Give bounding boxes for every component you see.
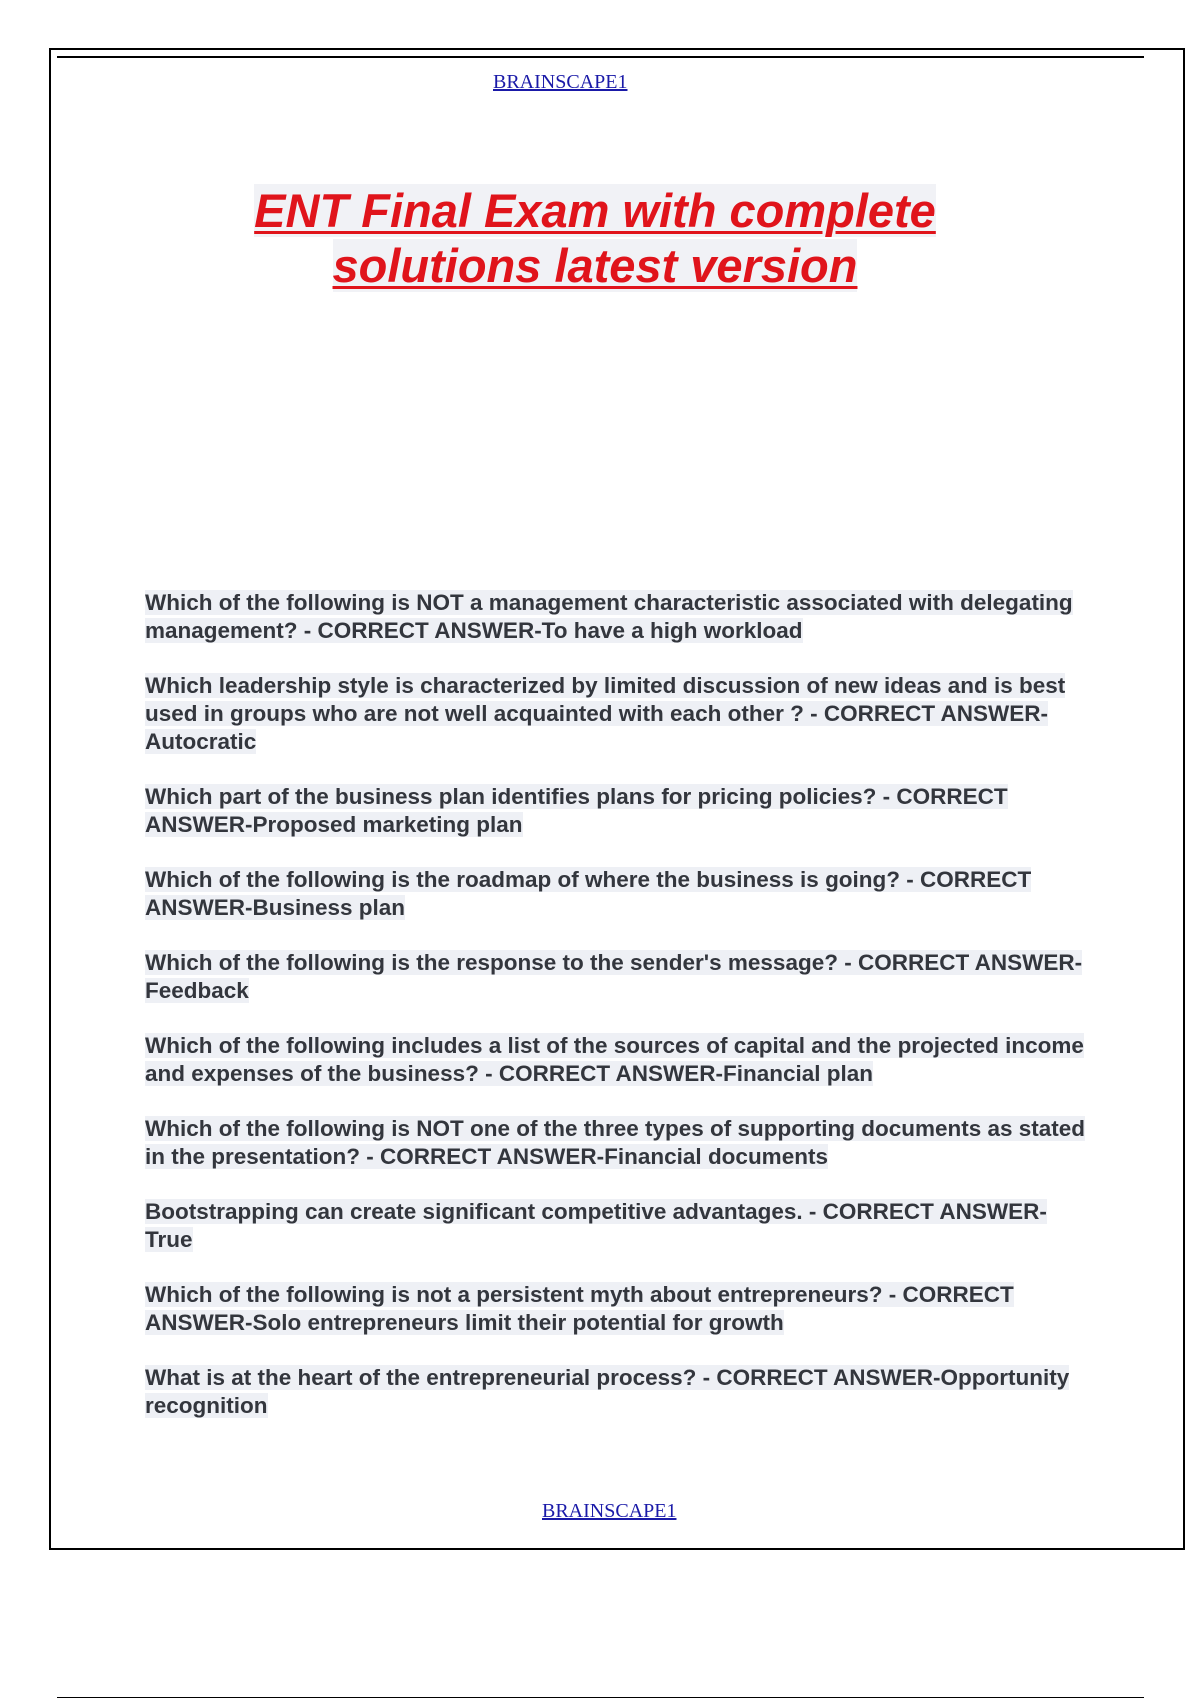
qa-item: Which leadership style is characterized by limited discussion of new ideas and is best used in groups who are not well acquainted with each other ? - CORRECT ANSWER-Autocratic (145, 673, 1066, 754)
qa-item: Which of the following is NOT a management characteristic associated with delegating management? - CORRECT ANSWER-To have a high workload (145, 590, 1073, 643)
title-line-2: solutions latest version (332, 239, 858, 292)
qa-item: Which of the following is not a persistent myth about entrepreneurs? - CORRECT ANSWER-Solo entrepreneurs limit their potential for growth (145, 1282, 1014, 1335)
question-answer-list (145, 589, 1090, 1447)
qa-item: Which part of the business plan identifies plans for pricing policies? - CORRECT ANSWER-Proposed marketing plan (145, 784, 1008, 837)
qa-item: What is at the heart of the entrepreneurial process? - CORRECT ANSWER-Opportunity recognition (145, 1365, 1070, 1418)
brainscape-footer-link[interactable]: BRAINSCAPE1 (542, 1500, 677, 1522)
qa-item: Which of the following is the roadmap of where the business is going? - CORRECT ANSWER-Business plan (145, 867, 1032, 920)
qa-item: Which of the following is the response to the sender's message? - CORRECT ANSWER-Feedback (145, 950, 1083, 1003)
title-line-1: ENT Final Exam with complete (254, 184, 936, 237)
qa-item: Which of the following includes a list of the sources of capital and the projected income and expenses of the business? - CORRECT ANSWER-Financial plan (145, 1033, 1084, 1086)
document-title (150, 183, 1040, 293)
bottom-rule (57, 1697, 1144, 1698)
brainscape-header-link[interactable]: BRAINSCAPE1 (493, 71, 628, 93)
qa-item: Bootstrapping can create significant competitive advantages. - CORRECT ANSWER-True (145, 1199, 1047, 1252)
qa-item: Which of the following is NOT one of the three types of supporting documents as stated in the presentation? - CORRECT ANSWER-Financial documents (145, 1116, 1086, 1169)
